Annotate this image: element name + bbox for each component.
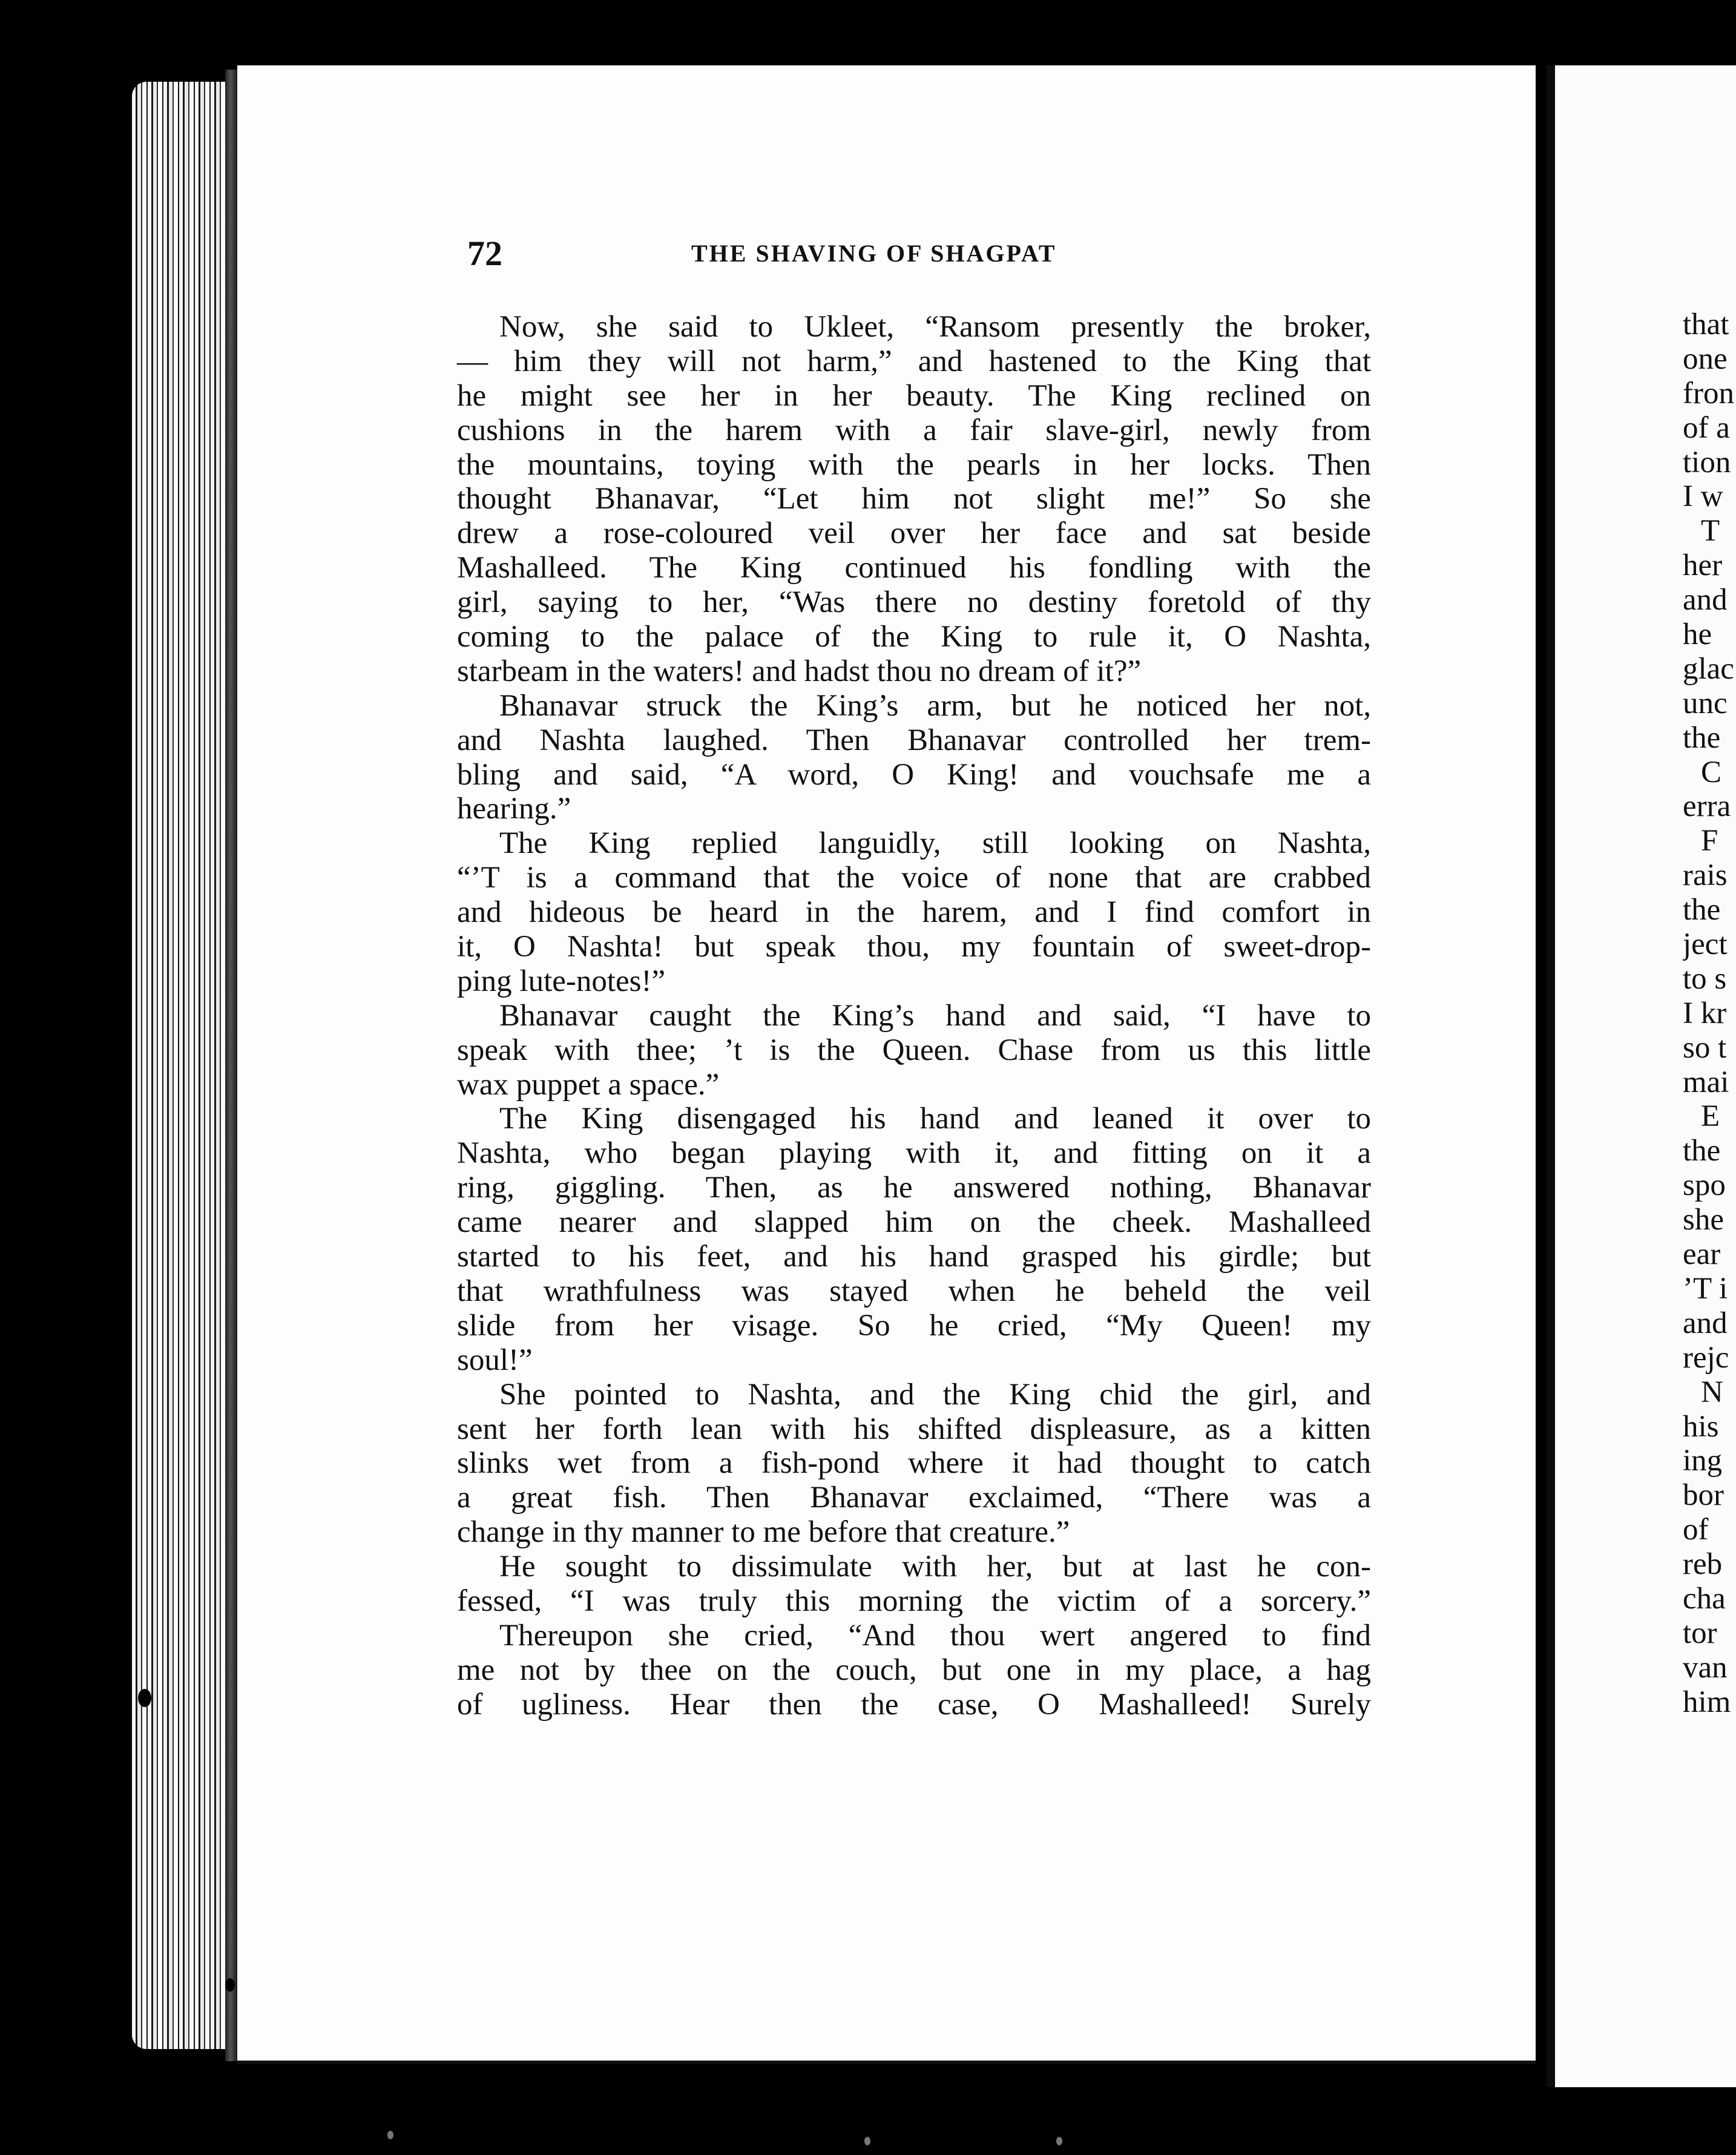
text-line: slide from her visage. So he cried, “My Queen! my [457, 1308, 1371, 1343]
facing-text-fragment: one [1683, 341, 1728, 376]
facing-text-fragment: of [1683, 1513, 1709, 1547]
text-line: slinks wet from a fish-pond where it had thought to catch [457, 1446, 1371, 1481]
facing-text-fragment: ing [1683, 1444, 1723, 1478]
facing-text-fragment: van [1683, 1650, 1728, 1685]
text-line: a great fish. Then Bhanavar exclaimed, “There was a [457, 1481, 1371, 1515]
facing-text-fragment: he [1683, 617, 1712, 652]
facing-text-fragment: rais [1683, 858, 1728, 893]
text-line: thought Bhanavar, “Let him not slight me!” So she [457, 482, 1371, 516]
text-line: me not by thee on the couch, but one in my place, a hag [457, 1653, 1371, 1687]
facing-text-fragment: C [1701, 755, 1722, 789]
facing-text-fragment: T [1701, 514, 1720, 548]
facing-text-fragment: E [1701, 1099, 1720, 1134]
scan-speck [225, 1978, 235, 1992]
text-line: Now, she said to Ukleet, “Ransom presently the broker, [499, 310, 1371, 344]
text-line: The King disengaged his hand and leaned it over to [499, 1102, 1371, 1136]
text-line: ring, giggling. Then, as he answered nothing, Bhanavar [457, 1171, 1371, 1205]
text-line: hearing.” [457, 792, 571, 826]
facing-text-fragment: to s [1683, 961, 1727, 996]
text-line: soul!” [457, 1343, 533, 1377]
text-line: girl, saying to her, “Was there no destiny foretold of thy [457, 585, 1371, 620]
facing-text-fragment: ear [1683, 1237, 1721, 1272]
facing-text-fragment: so t [1683, 1030, 1727, 1065]
text-line: drew a rose-coloured veil over her face and sat beside [457, 516, 1371, 551]
facing-text-fragment: the [1683, 893, 1721, 927]
text-line: Mashalleed. The King continued his fondling with the [457, 551, 1371, 585]
text-line: that wrathfulness was stayed when he beheld the veil [457, 1274, 1371, 1308]
facing-text-fragment: she [1683, 1203, 1724, 1237]
scan-speck [864, 2137, 870, 2145]
page-fore-edge [132, 82, 241, 2049]
scan-speck [387, 2131, 393, 2139]
page-gutter-shadow [225, 70, 238, 2061]
scan-speck [138, 1689, 151, 1707]
facing-page-text [1683, 308, 1736, 1720]
facing-text-fragment: cha [1683, 1581, 1726, 1616]
facing-text-fragment: glac [1683, 651, 1734, 686]
facing-text-fragment: the [1683, 720, 1721, 755]
facing-text-fragment: fron [1683, 376, 1734, 410]
text-line: coming to the palace of the King to rule it, O Nashta, [457, 620, 1371, 654]
facing-text-fragment: bor [1683, 1478, 1724, 1513]
facing-text-fragment: tion [1683, 445, 1731, 479]
page-number: 72 [467, 234, 502, 273]
text-line: The King replied languidly, still looking on Nashta, [499, 826, 1371, 861]
facing-text-fragment: that [1683, 308, 1729, 341]
facing-text-fragment: and [1683, 1306, 1728, 1340]
facing-text-fragment: his [1683, 1409, 1719, 1444]
facing-text-fragment: F [1701, 824, 1718, 858]
body-text [457, 310, 1371, 1722]
facing-text-fragment: rejc [1683, 1340, 1729, 1375]
text-line: and Nashta laughed. Then Bhanavar controlled her trem- [457, 723, 1371, 757]
text-line: started to his feet, and his hand grasped his girdle; but [457, 1240, 1371, 1274]
facing-text-fragment: ject [1683, 927, 1728, 962]
facing-text-fragment: mai [1683, 1065, 1729, 1099]
text-line: Nashta, who began playing with it, and fitting on it a [457, 1136, 1371, 1171]
facing-text-fragment: I kr [1683, 996, 1727, 1030]
facing-text-fragment: reb [1683, 1547, 1723, 1582]
text-line: Bhanavar struck the King’s arm, but he noticed her not, [499, 688, 1371, 723]
text-line: and hideous be heard in the harem, and I find comfort in [457, 895, 1371, 930]
text-line: She pointed to Nashta, and the King chid the girl, and [499, 1377, 1371, 1412]
facing-text-fragment: him [1683, 1685, 1731, 1719]
facing-text-fragment: the [1683, 1134, 1721, 1168]
text-line: came nearer and slapped him on the cheek. Mashalleed [457, 1205, 1371, 1240]
text-line: “’T is a command that the voice of none that are crabbed [457, 861, 1371, 895]
facing-text-fragment: unc [1683, 686, 1728, 720]
facing-text-fragment: of a [1683, 410, 1730, 445]
text-line: it, O Nashta! but speak thou, my fountain of sweet-drop- [457, 930, 1371, 964]
text-line: of ugliness. Hear then the case, O Mashalleed! Surely [457, 1687, 1371, 1722]
text-line: sent her forth lean with his shifted displeasure, as a kitten [457, 1412, 1371, 1446]
text-line: fessed, “I was truly this morning the victim of a sorcery.” [457, 1584, 1371, 1618]
text-line: speak with thee; ’t is the Queen. Chase from us this little [457, 1033, 1371, 1067]
text-line: ping lute-notes!” [457, 964, 666, 998]
text-line: Thereupon she cried, “And thou wert angered to find [499, 1618, 1371, 1653]
text-line: starbeam in the waters! and hadst thou no dream of it?” [457, 654, 1142, 688]
facing-text-fragment: N [1701, 1375, 1723, 1409]
facing-text-fragment: her [1683, 548, 1723, 583]
text-line: cushions in the harem with a fair slave-girl, newly from [457, 413, 1371, 447]
text-line: he might see her in her beauty. The King reclined on [457, 378, 1371, 413]
facing-text-fragment: ’T i [1683, 1271, 1728, 1306]
text-line: bling and said, “A word, O King! and vouchsafe me a [457, 757, 1371, 792]
running-head: THE SHAVING OF SHAGPAT [691, 240, 1057, 267]
text-line: change in thy manner to me before that creature.” [457, 1515, 1070, 1550]
facing-text-fragment: and [1683, 583, 1728, 617]
facing-text-fragment: I w [1683, 479, 1723, 514]
text-line: — him they will not harm,” and hastened to the King that [457, 344, 1371, 378]
text-line: the mountains, toying with the pearls in her locks. Then [457, 447, 1371, 482]
scan-speck [1056, 2137, 1062, 2145]
text-line: wax puppet a space.” [457, 1067, 720, 1102]
facing-text-fragment: tor [1683, 1616, 1717, 1650]
page-header [467, 233, 1370, 275]
text-line: Bhanavar caught the King’s hand and said, “I have to [499, 998, 1371, 1033]
facing-text-fragment: erra [1683, 789, 1731, 824]
facing-text-fragment: spo [1683, 1168, 1726, 1203]
text-line: He sought to dissimulate with her, but at last he con- [499, 1550, 1371, 1584]
